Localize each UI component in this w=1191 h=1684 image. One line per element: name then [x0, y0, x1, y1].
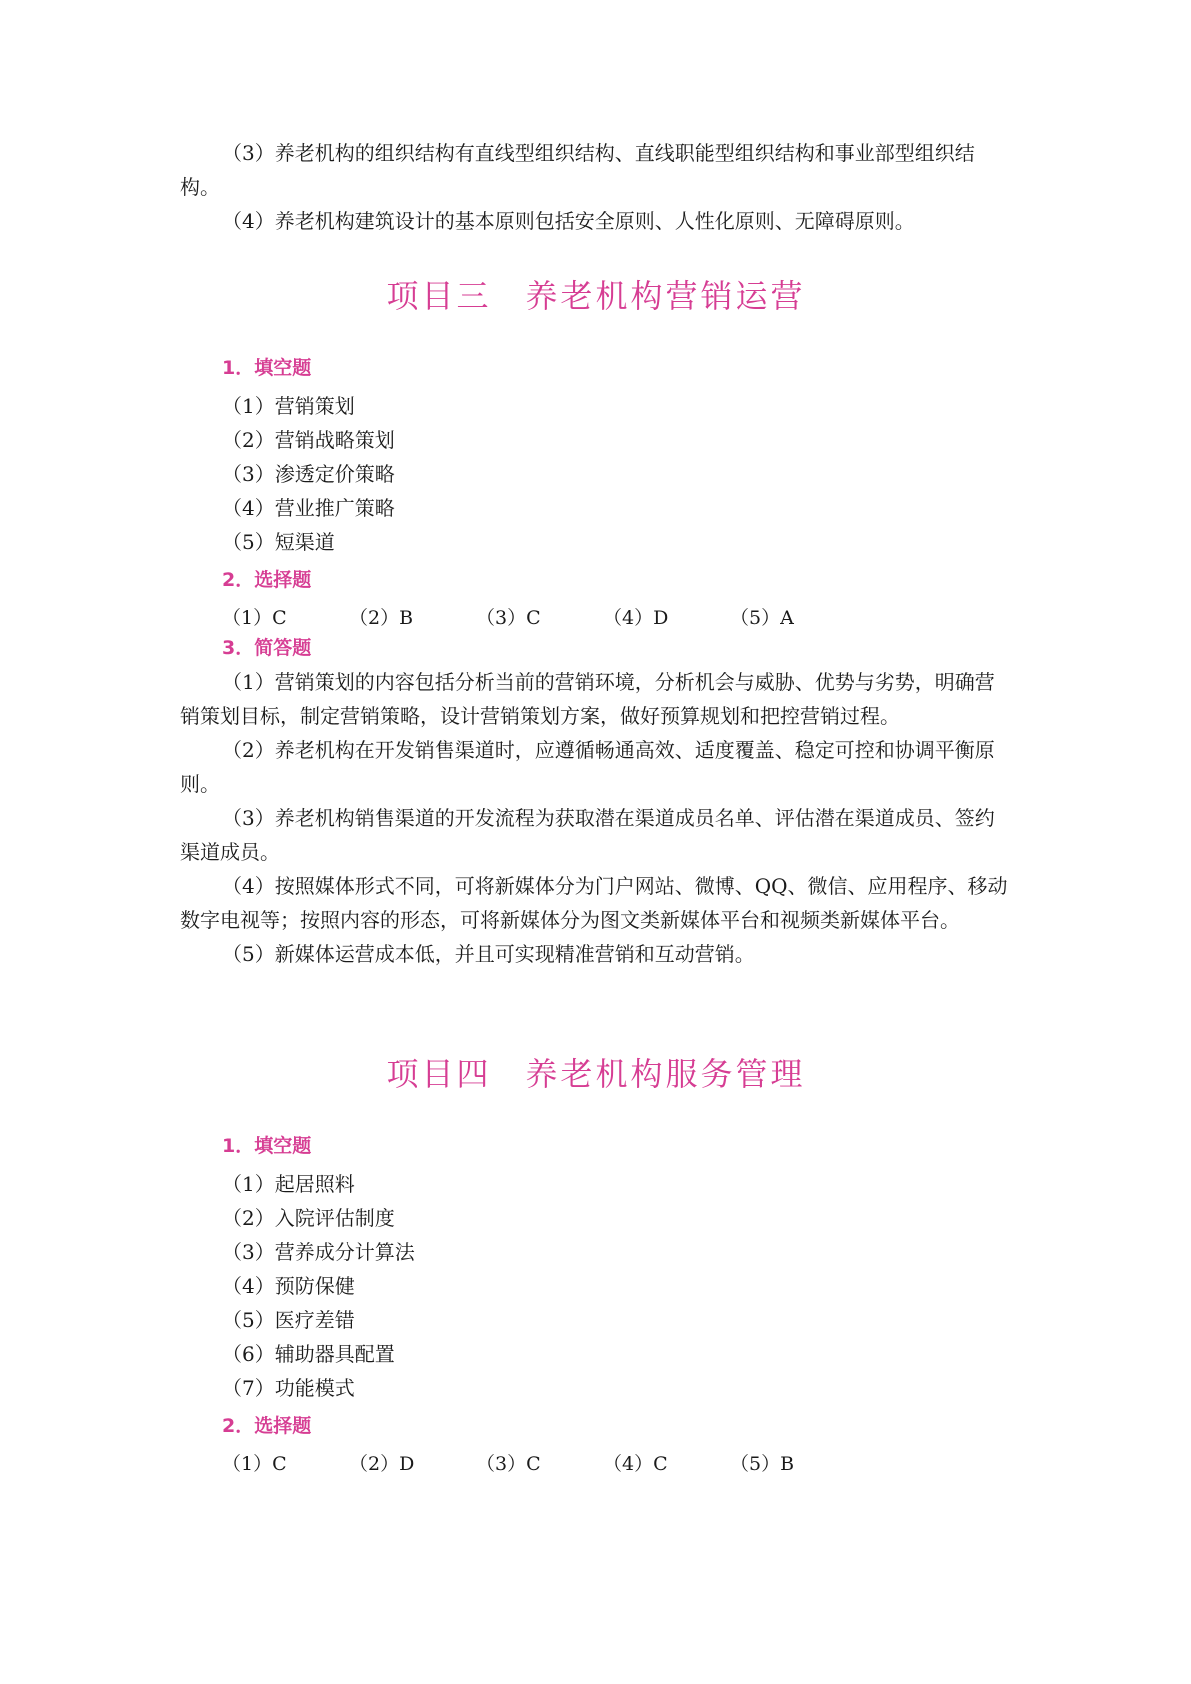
short-answer: （1）营销策划的内容包括分析当前的营销环境，分析机会与威胁、优势与劣势，明确营销策划目标，制定营销策略，设计营销策划方案，做好预算规划和把控营销过程。: [180, 670, 995, 728]
project-number: 项目四: [386, 1055, 492, 1093]
choice-answer: （2）D: [349, 1453, 415, 1475]
project4-title: [180, 1050, 1012, 1098]
project-number: 项目三: [386, 277, 492, 315]
short-answer-heading: 3．简答题: [222, 637, 312, 659]
choice-answer: （4）D: [603, 607, 669, 629]
fill-item: （7）功能模式: [222, 1376, 355, 1400]
choice-answer: （5）B: [730, 1453, 795, 1475]
choice-answer: （3）C: [476, 607, 541, 629]
fill-item: （3）营养成分计算法: [222, 1240, 415, 1264]
fill-item: （4）营业推广策略: [222, 496, 395, 520]
fill-item: （1）起居照料: [222, 1172, 355, 1196]
project-name: 养老机构营销运营: [525, 277, 806, 315]
fill-item: （6）辅助器具配置: [222, 1342, 395, 1366]
project3-body: [180, 351, 1012, 971]
choice-heading: 2．选择题: [222, 1415, 312, 1437]
short-answer: （2）养老机构在开发销售渠道时，应遵循畅通高效、适度覆盖、稳定可控和协调平衡原则。: [180, 738, 995, 796]
fill-blank-heading: 1．填空题: [222, 1135, 312, 1157]
choice-answers: [180, 1447, 1012, 1481]
choice-answer: （4）C: [603, 1453, 668, 1475]
choice-answer: （5）A: [730, 607, 794, 629]
choice-answer: （1）C: [222, 1453, 287, 1475]
fill-item: （2）入院评估制度: [222, 1206, 395, 1230]
paragraph-4: （4）养老机构建筑设计的基本原则包括安全原则、人性化原则、无障碍原则。: [222, 209, 915, 233]
top-section: [180, 136, 1012, 238]
paragraph-3: （3）养老机构的组织结构有直线型组织结构、直线职能型组织结构和事业部型组织结构。: [180, 141, 975, 199]
project3-title: [180, 272, 1012, 320]
choice-answer: （1）C: [222, 607, 287, 629]
fill-item: （1）营销策划: [222, 394, 355, 418]
project-title: [180, 1050, 1012, 1098]
choice-answer: （2）B: [349, 607, 414, 629]
choice-answers: [180, 601, 1012, 635]
project4-body: [180, 1129, 1012, 1481]
short-answer: （5）新媒体运营成本低，并且可实现精准营销和互动营销。: [222, 942, 755, 966]
short-answer: （4）按照媒体形式不同，可将新媒体分为门户网站、微博、QQ、微信、应用程序、移动数字电视等；按照内容的形态，可将新媒体分为图文类新媒体平台和视频类新媒体平台。: [180, 874, 1008, 932]
fill-item: （3）渗透定价策略: [222, 462, 395, 486]
choice-answer: （3）C: [476, 1453, 541, 1475]
choice-heading: 2．选择题: [222, 569, 312, 591]
fill-item: （5）医疗差错: [222, 1308, 355, 1332]
fill-item: （4）预防保健: [222, 1274, 355, 1298]
fill-item: （2）营销战略策划: [222, 428, 395, 452]
project-title: [180, 272, 1012, 320]
fill-item: （5）短渠道: [222, 530, 335, 554]
short-answer: （3）养老机构销售渠道的开发流程为获取潜在渠道成员名单、评估潜在渠道成员、签约渠道成员。: [180, 806, 995, 864]
fill-blank-heading: 1．填空题: [222, 357, 312, 379]
project-name: 养老机构服务管理: [525, 1055, 806, 1093]
